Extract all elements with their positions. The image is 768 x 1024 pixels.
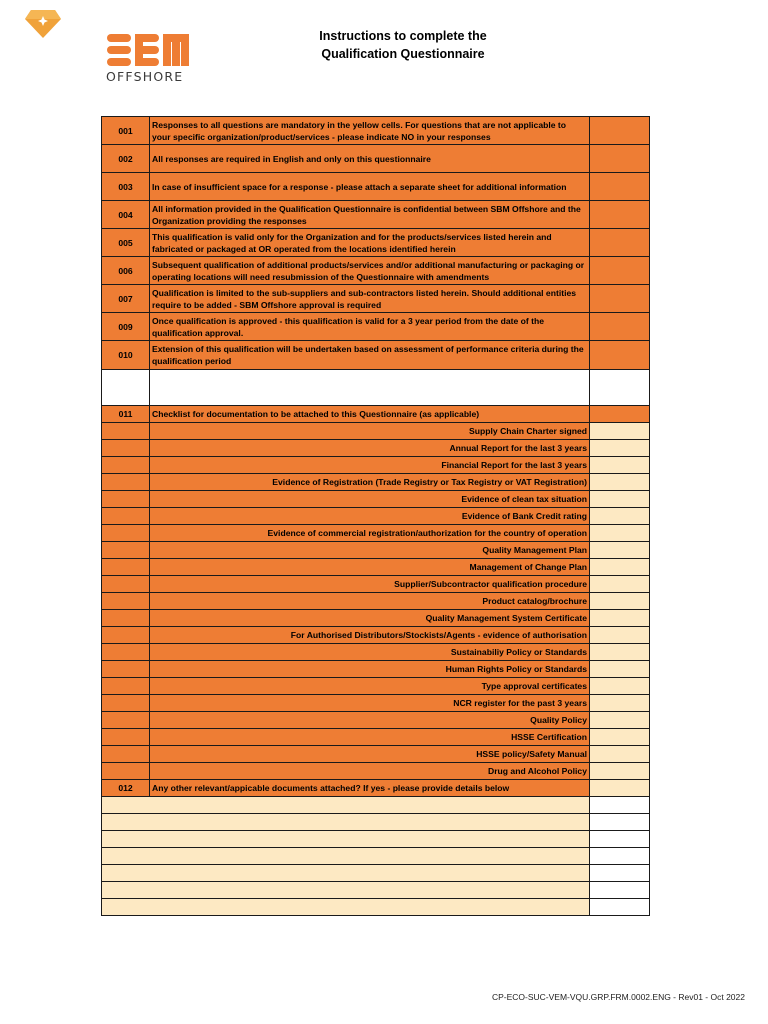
checklist-item: Evidence of commercial registration/authorization for the country of operation <box>150 525 590 542</box>
response-cell[interactable] <box>590 313 650 341</box>
title-line-1: Instructions to complete the <box>319 29 487 43</box>
checklist-response-cell[interactable] <box>590 542 650 559</box>
checklist-row <box>102 508 650 525</box>
sbm-offshore-logo <box>106 33 190 84</box>
checklist-number-cell <box>102 644 150 661</box>
checklist-number-cell <box>102 559 150 576</box>
checklist-item: Type approval certificates <box>150 678 590 695</box>
heading-cell <box>590 406 650 423</box>
app-badge-icon <box>23 8 63 40</box>
other-docs-row <box>102 780 650 797</box>
details-input-cell[interactable] <box>102 831 590 848</box>
checklist-item: Quality Management Plan <box>150 542 590 559</box>
checklist-response-cell[interactable] <box>590 508 650 525</box>
instruction-text: Qualification is limited to the sub-suppliers and sub-contractors listed herein. Should additional entities require to be added - SBM Offshore approval is required <box>150 285 590 313</box>
instruction-row <box>102 229 650 257</box>
instruction-row <box>102 173 650 201</box>
details-row <box>102 797 650 814</box>
checklist-number-cell <box>102 729 150 746</box>
checklist-number-cell <box>102 423 150 440</box>
checklist-number-cell <box>102 627 150 644</box>
checklist-row <box>102 423 650 440</box>
logo-subtitle: OFFSHORE <box>106 69 184 84</box>
checklist-item: Management of Change Plan <box>150 559 590 576</box>
checklist-response-cell[interactable] <box>590 763 650 780</box>
checklist-number-cell <box>102 593 150 610</box>
details-input-cell[interactable] <box>102 797 590 814</box>
checklist-item: Financial Report for the last 3 years <box>150 457 590 474</box>
checklist-response-cell[interactable] <box>590 491 650 508</box>
item-number: 011 <box>102 406 150 423</box>
instruction-text: Subsequent qualification of additional products/services and/or additional manufacturing or packaging or operating locations will need resubmission of the Questionnaire with amendments <box>150 257 590 285</box>
checklist-response-cell[interactable] <box>590 559 650 576</box>
sbm-logo-mark <box>106 33 190 67</box>
checklist-row <box>102 525 650 542</box>
instruction-text: In case of insufficient space for a response - please attach a separate sheet for additional information <box>150 173 590 201</box>
checklist-response-cell[interactable] <box>590 729 650 746</box>
checklist-row <box>102 695 650 712</box>
checklist-item: Evidence of clean tax situation <box>150 491 590 508</box>
item-number: 006 <box>102 257 150 285</box>
checklist-response-cell[interactable] <box>590 712 650 729</box>
checklist-row <box>102 729 650 746</box>
checklist-response-cell[interactable] <box>590 593 650 610</box>
checklist-item: Quality Policy <box>150 712 590 729</box>
checklist-item: NCR register for the past 3 years <box>150 695 590 712</box>
other-docs-text: Any other relevant/appicable documents attached? If yes - please provide details below <box>150 780 590 797</box>
blank-cell <box>102 370 150 406</box>
checklist-row <box>102 763 650 780</box>
instruction-text: Responses to all questions are mandatory in the yellow cells. For questions that are not applicable to your specific organization/product/services - please indicate NO in your responses <box>150 117 590 145</box>
checklist-row <box>102 491 650 508</box>
checklist-row <box>102 746 650 763</box>
response-cell[interactable] <box>590 145 650 173</box>
checklist-number-cell <box>102 491 150 508</box>
checklist-number-cell <box>102 576 150 593</box>
response-cell[interactable] <box>590 201 650 229</box>
details-row <box>102 899 650 916</box>
spacer-row <box>102 370 650 406</box>
checklist-response-cell[interactable] <box>590 661 650 678</box>
document-reference: CP-ECO-SUC-VEM-VQU.GRP.FRM.0002.ENG - Rev01 - Oct 2022 <box>491 992 745 1002</box>
details-side-cell[interactable] <box>590 848 650 865</box>
checklist-response-cell[interactable] <box>590 525 650 542</box>
response-cell[interactable] <box>590 257 650 285</box>
details-row <box>102 848 650 865</box>
details-input-cell[interactable] <box>102 848 590 865</box>
blank-cell <box>150 370 590 406</box>
item-number: 010 <box>102 341 150 370</box>
checklist-row <box>102 457 650 474</box>
checklist-item: Supply Chain Charter signed <box>150 423 590 440</box>
checklist-number-cell <box>102 542 150 559</box>
checklist-response-cell[interactable] <box>590 423 650 440</box>
checklist-item: HSSE policy/Safety Manual <box>150 746 590 763</box>
item-number: 005 <box>102 229 150 257</box>
checklist-row <box>102 627 650 644</box>
checklist-number-cell <box>102 508 150 525</box>
checklist-number-cell <box>102 746 150 763</box>
blank-cell <box>590 370 650 406</box>
checklist-row <box>102 678 650 695</box>
checklist-item: Product catalog/brochure <box>150 593 590 610</box>
checklist-row <box>102 440 650 457</box>
checklist-response-cell[interactable] <box>590 746 650 763</box>
instruction-text: This qualification is valid only for the Organization and for the products/services listed herein and fabricated or packaged at OR operated from the locations identified herein <box>150 229 590 257</box>
instruction-row <box>102 201 650 229</box>
checklist-response-cell[interactable] <box>590 457 650 474</box>
checklist-number-cell <box>102 695 150 712</box>
checklist-number-cell <box>102 440 150 457</box>
instruction-text: Extension of this qualification will be undertaken based on assessment of performance criteria during the qualification period <box>150 341 590 370</box>
checklist-item: Quality Management System Certificate <box>150 610 590 627</box>
checklist-number-cell <box>102 525 150 542</box>
instruction-row <box>102 341 650 370</box>
instruction-text: All information provided in the Qualification Questionnaire is confidential between SBM Offshore and the Organization providing the responses <box>150 201 590 229</box>
instruction-text: All responses are required in English and only on this questionnaire <box>150 145 590 173</box>
details-input-cell[interactable] <box>102 865 590 882</box>
response-cell[interactable] <box>590 341 650 370</box>
details-input-cell[interactable] <box>102 814 590 831</box>
checklist-heading: Checklist for documentation to be attached to this Questionnaire (as applicable) <box>150 406 590 423</box>
item-number: 002 <box>102 145 150 173</box>
instruction-text: Once qualification is approved - this qualification is valid for a 3 year period from the date of the qualification approval. <box>150 313 590 341</box>
checklist-row <box>102 474 650 491</box>
details-input-cell[interactable] <box>102 882 590 899</box>
details-row <box>102 814 650 831</box>
response-cell[interactable] <box>590 117 650 145</box>
checklist-heading-row <box>102 406 650 423</box>
checklist-item: Annual Report for the last 3 years <box>150 440 590 457</box>
checklist-item: HSSE Certification <box>150 729 590 746</box>
other-docs-response-cell[interactable] <box>590 780 650 797</box>
details-side-cell[interactable] <box>590 814 650 831</box>
checklist-item: Supplier/Subcontractor qualification procedure <box>150 576 590 593</box>
instruction-row <box>102 257 650 285</box>
checklist-response-cell[interactable] <box>590 440 650 457</box>
item-number: 001 <box>102 117 150 145</box>
checklist-number-cell <box>102 457 150 474</box>
item-number: 003 <box>102 173 150 201</box>
checklist-row <box>102 559 650 576</box>
item-number: 012 <box>102 780 150 797</box>
details-side-cell[interactable] <box>590 797 650 814</box>
checklist-item: Evidence of Bank Credit rating <box>150 508 590 525</box>
item-number: 009 <box>102 313 150 341</box>
instruction-row <box>102 285 650 313</box>
details-row <box>102 831 650 848</box>
checklist-number-cell <box>102 474 150 491</box>
checklist-row <box>102 610 650 627</box>
checklist-row <box>102 661 650 678</box>
checklist-row <box>102 712 650 729</box>
details-side-cell[interactable] <box>590 831 650 848</box>
item-number: 004 <box>102 201 150 229</box>
details-side-cell[interactable] <box>590 899 650 916</box>
details-row <box>102 865 650 882</box>
checklist-item: Human Rights Policy or Standards <box>150 661 590 678</box>
response-cell[interactable] <box>590 229 650 257</box>
checklist-response-cell[interactable] <box>590 576 650 593</box>
checklist-number-cell <box>102 610 150 627</box>
instruction-row <box>102 313 650 341</box>
checklist-number-cell <box>102 712 150 729</box>
checklist-item: Drug and Alcohol Policy <box>150 763 590 780</box>
checklist-response-cell[interactable] <box>590 695 650 712</box>
checklist-row <box>102 644 650 661</box>
item-number: 007 <box>102 285 150 313</box>
checklist-item: Sustainabiliy Policy or Standards <box>150 644 590 661</box>
checklist-item: Evidence of Registration (Trade Registry or Tax Registry or VAT Registration) <box>150 474 590 491</box>
details-input-cell[interactable] <box>102 899 590 916</box>
details-row <box>102 882 650 899</box>
checklist-number-cell <box>102 661 150 678</box>
checklist-response-cell[interactable] <box>590 627 650 644</box>
checklist-response-cell[interactable] <box>590 474 650 491</box>
checklist-row <box>102 593 650 610</box>
response-cell[interactable] <box>590 173 650 201</box>
instruction-row <box>102 117 650 145</box>
checklist-row <box>102 576 650 593</box>
checklist-number-cell <box>102 678 150 695</box>
title-line-2: Qualification Questionnaire <box>321 47 485 61</box>
response-cell[interactable] <box>590 285 650 313</box>
details-side-cell[interactable] <box>590 865 650 882</box>
checklist-item: For Authorised Distributors/Stockists/Agents - evidence of authorisation <box>150 627 590 644</box>
page-title <box>260 27 546 63</box>
checklist-response-cell[interactable] <box>590 644 650 661</box>
checklist-number-cell <box>102 763 150 780</box>
checklist-row <box>102 542 650 559</box>
checklist-response-cell[interactable] <box>590 610 650 627</box>
checklist-response-cell[interactable] <box>590 678 650 695</box>
instruction-row <box>102 145 650 173</box>
instructions-table <box>101 116 650 916</box>
details-side-cell[interactable] <box>590 882 650 899</box>
